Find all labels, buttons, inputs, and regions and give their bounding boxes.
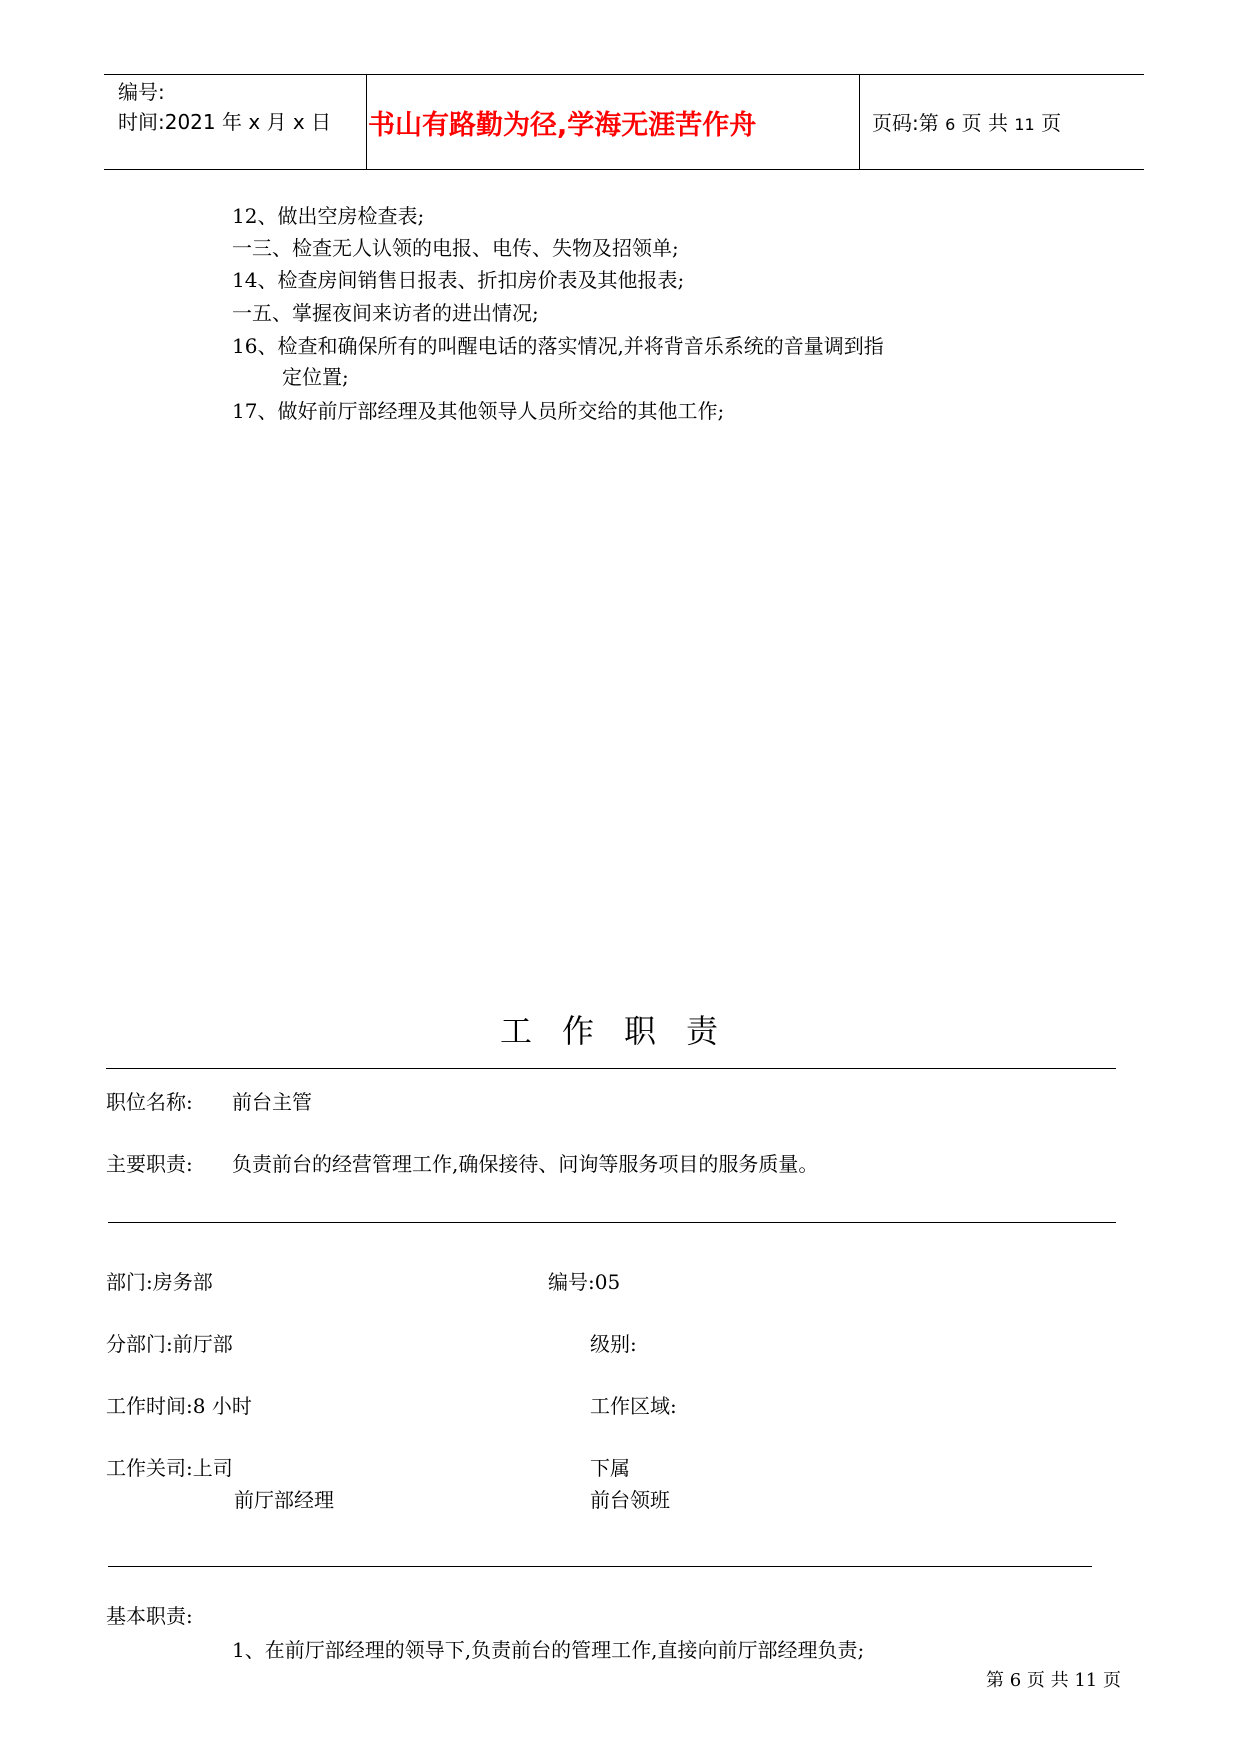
header-page-number bbox=[872, 107, 1061, 136]
list-item-continuation: 定位置; bbox=[282, 365, 349, 389]
list-item: 17、做好前厅部经理及其他领导人员所交给的其他工作; bbox=[232, 399, 725, 423]
divider bbox=[108, 1566, 1092, 1567]
list-item: 12、做出空房检查表; bbox=[232, 204, 425, 228]
page-suffix: 页 bbox=[1041, 111, 1062, 135]
page-total: 11 bbox=[1014, 115, 1035, 134]
header-divider-left bbox=[366, 75, 367, 169]
level-field: 级别: bbox=[590, 1332, 637, 1356]
position-label: 职位名称: bbox=[106, 1090, 193, 1114]
divider bbox=[106, 1068, 1116, 1069]
list-item: 一三、检查无人认领的电报、电传、失物及招领单; bbox=[232, 236, 679, 260]
document-time-label: 时间:2021 年 x 月 x 日 bbox=[118, 110, 332, 134]
subordinate-value: 前台领班 bbox=[590, 1488, 670, 1512]
header-left-cell bbox=[118, 77, 331, 137]
department-field: 部门:房务部 bbox=[106, 1270, 213, 1294]
header-divider-right bbox=[859, 75, 860, 169]
main-duty-value: 负责前台的经营管理工作,确保接待、问询等服务项目的服务质量。 bbox=[232, 1152, 819, 1176]
list-item: 一五、掌握夜间来访者的进出情况; bbox=[232, 301, 539, 325]
sub-department-field: 分部门:前厅部 bbox=[106, 1332, 233, 1356]
page-mid: 页 共 bbox=[961, 111, 1009, 135]
header-motto: 书山有路勤为径,学海无涯苦作舟 bbox=[368, 110, 757, 141]
relation-label: 工作关司:上司 bbox=[106, 1456, 233, 1480]
work-time-field: 工作时间:8 小时 bbox=[106, 1394, 252, 1418]
number-field: 编号:05 bbox=[548, 1270, 621, 1294]
page-prefix: 页码:第 bbox=[872, 111, 939, 135]
superior-value: 前厅部经理 bbox=[234, 1488, 334, 1512]
section-title: 工作职责 bbox=[500, 1012, 749, 1050]
list-item: 14、检查房间销售日报表、折扣房价表及其他报表; bbox=[232, 268, 685, 292]
divider bbox=[108, 1222, 1116, 1223]
document-number-label: 编号: bbox=[118, 80, 165, 104]
position-value: 前台主管 bbox=[232, 1090, 312, 1114]
subordinate-label: 下属 bbox=[590, 1456, 630, 1480]
page-header bbox=[104, 74, 1144, 170]
basic-duty-label: 基本职责: bbox=[106, 1604, 193, 1628]
main-duty-label: 主要职责: bbox=[106, 1152, 193, 1176]
footer-page-number: 第 6 页 共 11 页 bbox=[986, 1670, 1121, 1691]
basic-duty-item: 1、在前厅部经理的领导下,负责前台的管理工作,直接向前厅部经理负责; bbox=[232, 1638, 865, 1662]
list-item: 16、检查和确保所有的叫醒电话的落实情况,并将背音乐系统的音量调到指 bbox=[232, 334, 884, 358]
page-current: 6 bbox=[945, 115, 956, 134]
work-area-field: 工作区域: bbox=[590, 1394, 677, 1418]
